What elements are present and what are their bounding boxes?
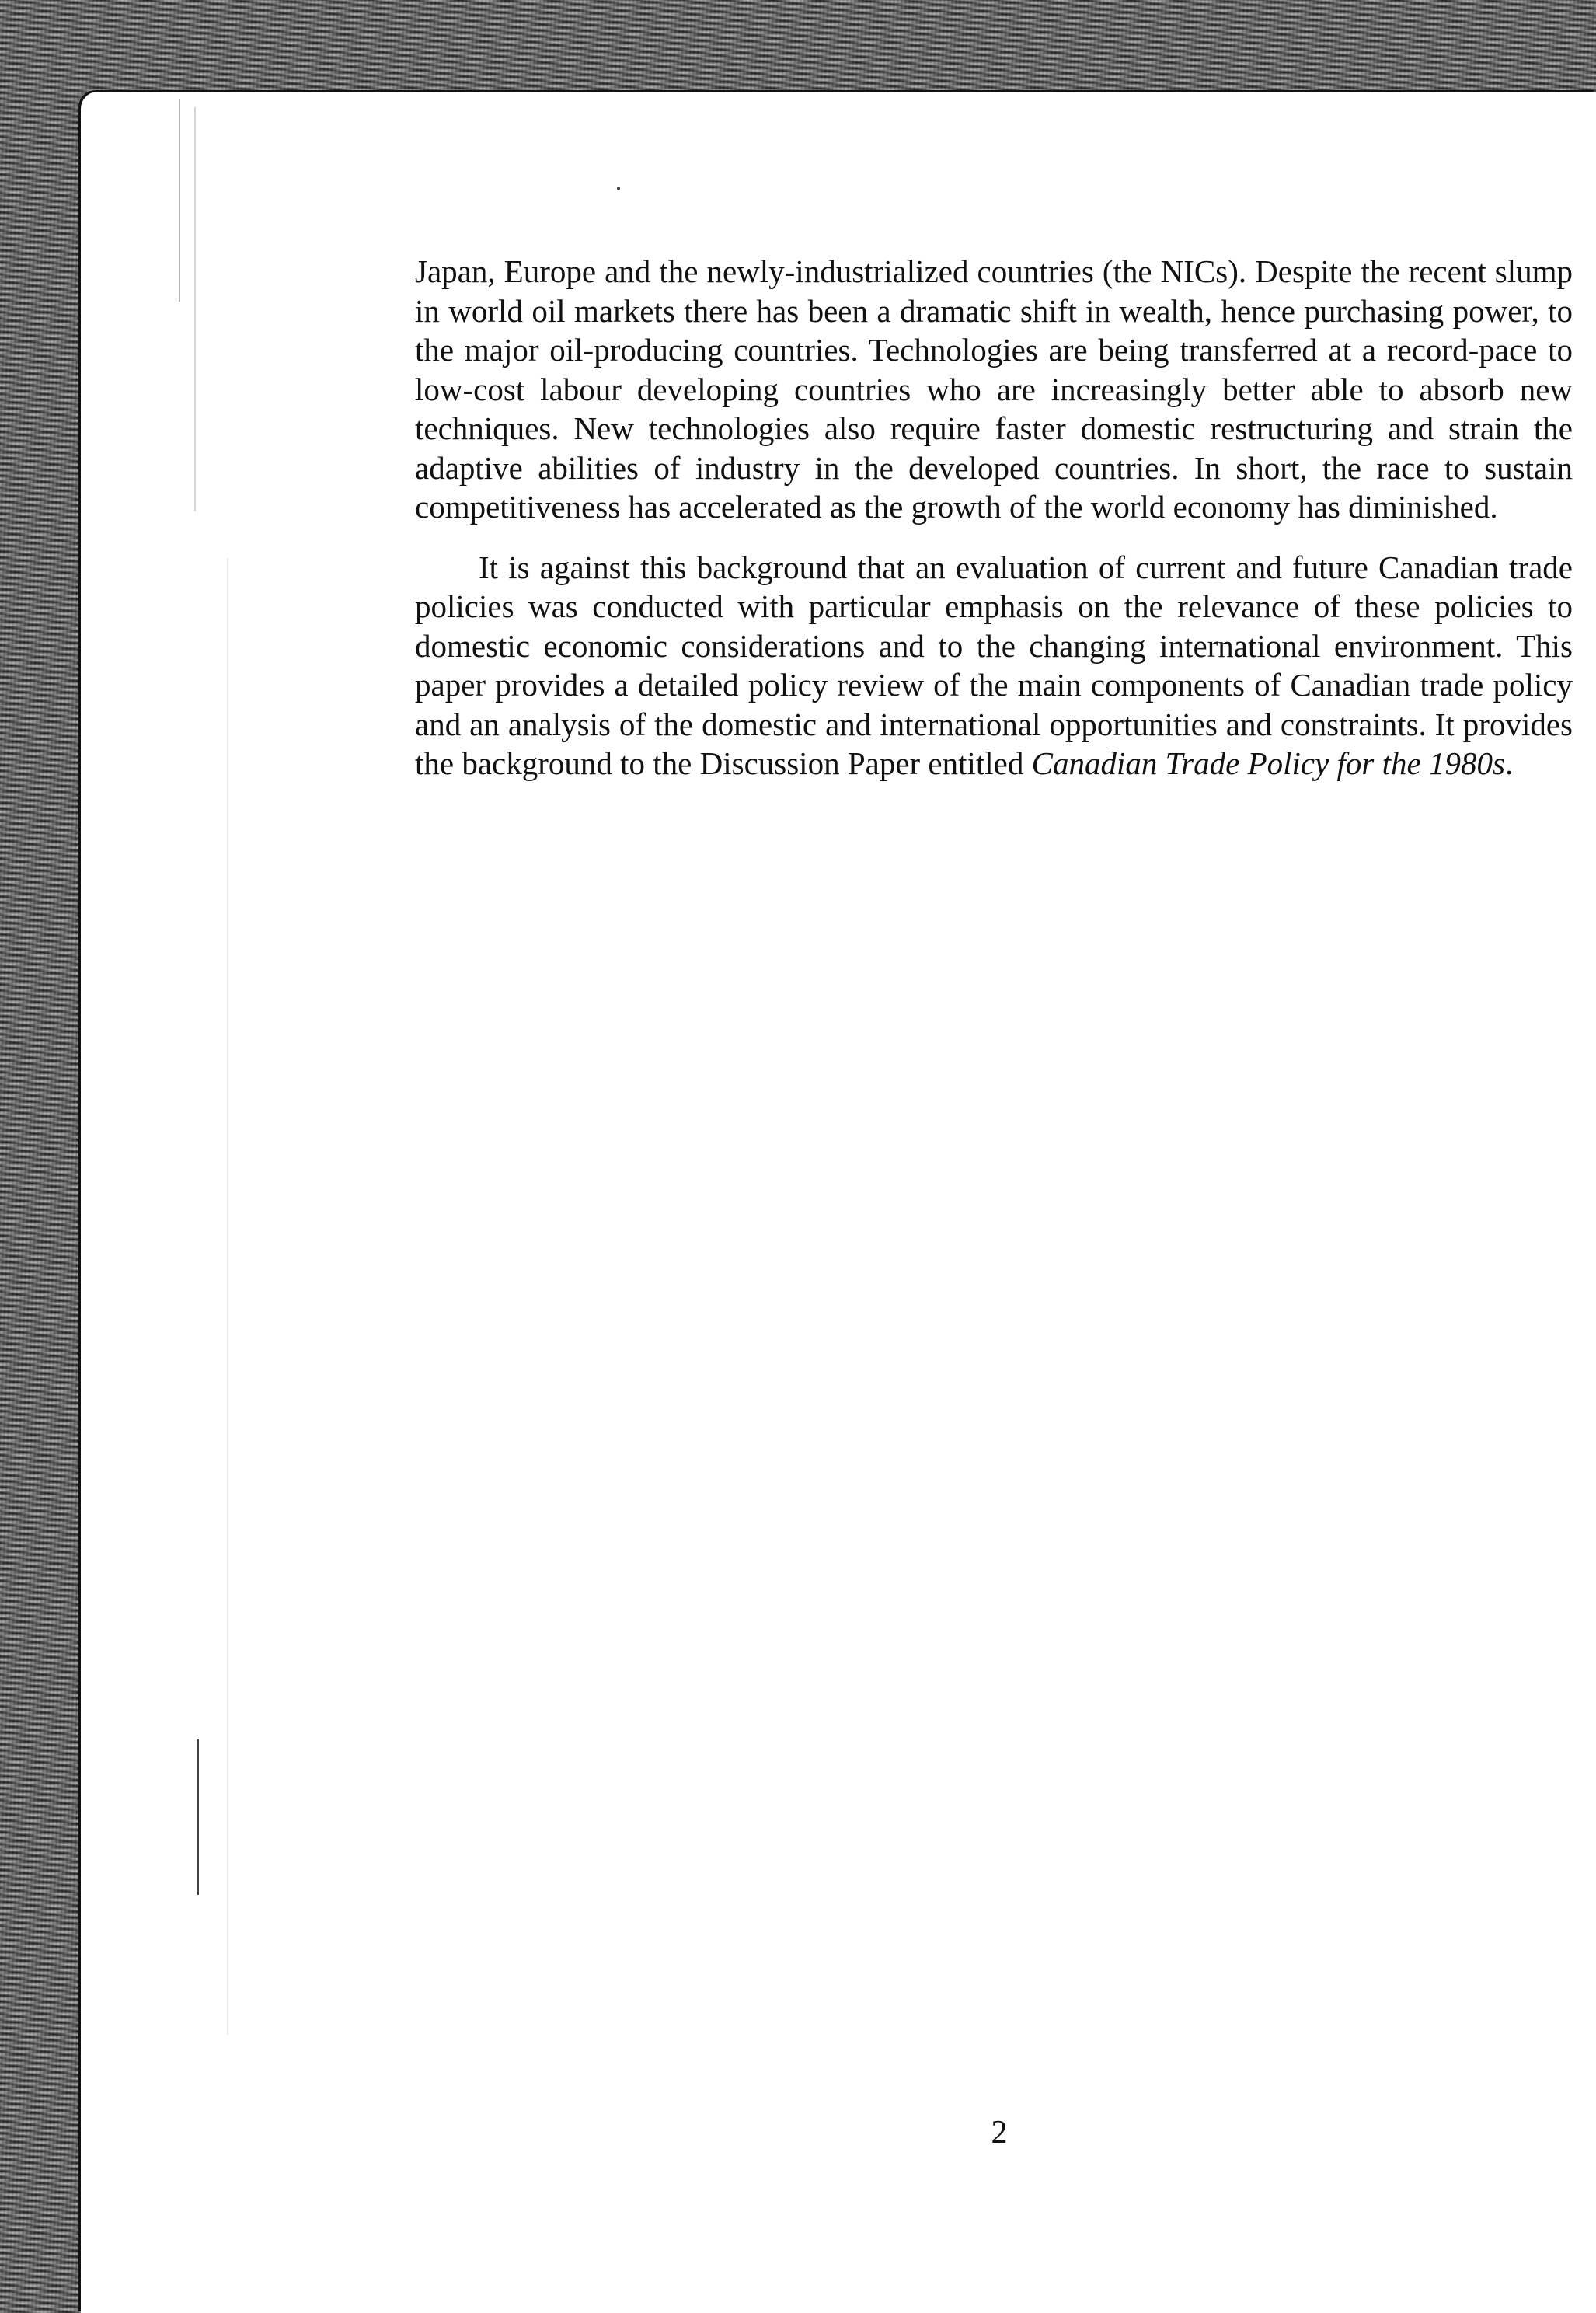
paragraph	[415, 548, 1573, 783]
paper-title-suffix: .	[1504, 745, 1514, 781]
binding-mark	[194, 107, 196, 511]
body-text	[415, 252, 1573, 783]
paragraph-text: It is against this background that an evaluation of current and future Canadian trade policies was conducted with particular emphasis on the relevance of these policies to domestic economic considerations and to the changing international environment. This paper provides a detailed policy review of the main components of Canadian trade policy and an analysis of the domestic and international opportunities and constraints. It provides the background to the Discussion Paper entitled	[415, 549, 1573, 781]
scan-speck	[617, 187, 620, 190]
binding-mark	[179, 99, 180, 302]
paragraph: Japan, Europe and the newly-industrialized countries (the NICs). Despite the recent slump in world oil markets there has been a dramatic shift in wealth, hence purchasing power, to the major oil-producing countries. Technologies are being transferred at a record-pace to low-cost labour developing countries who are increasingly better able to absorb new techniques. New technologies also require faster domestic restructuring and strain the adaptive abilities of industry in the developed countries. In short, the race to sustain competitiveness has accelerated as the growth of the world economy has diminished.	[415, 253, 1573, 525]
binding-mark	[197, 1739, 199, 1895]
binding-mark	[227, 558, 228, 2035]
paper-title: Canadian Trade Policy for the 1980s	[1031, 745, 1505, 781]
page-number: 2	[991, 2115, 1008, 2151]
